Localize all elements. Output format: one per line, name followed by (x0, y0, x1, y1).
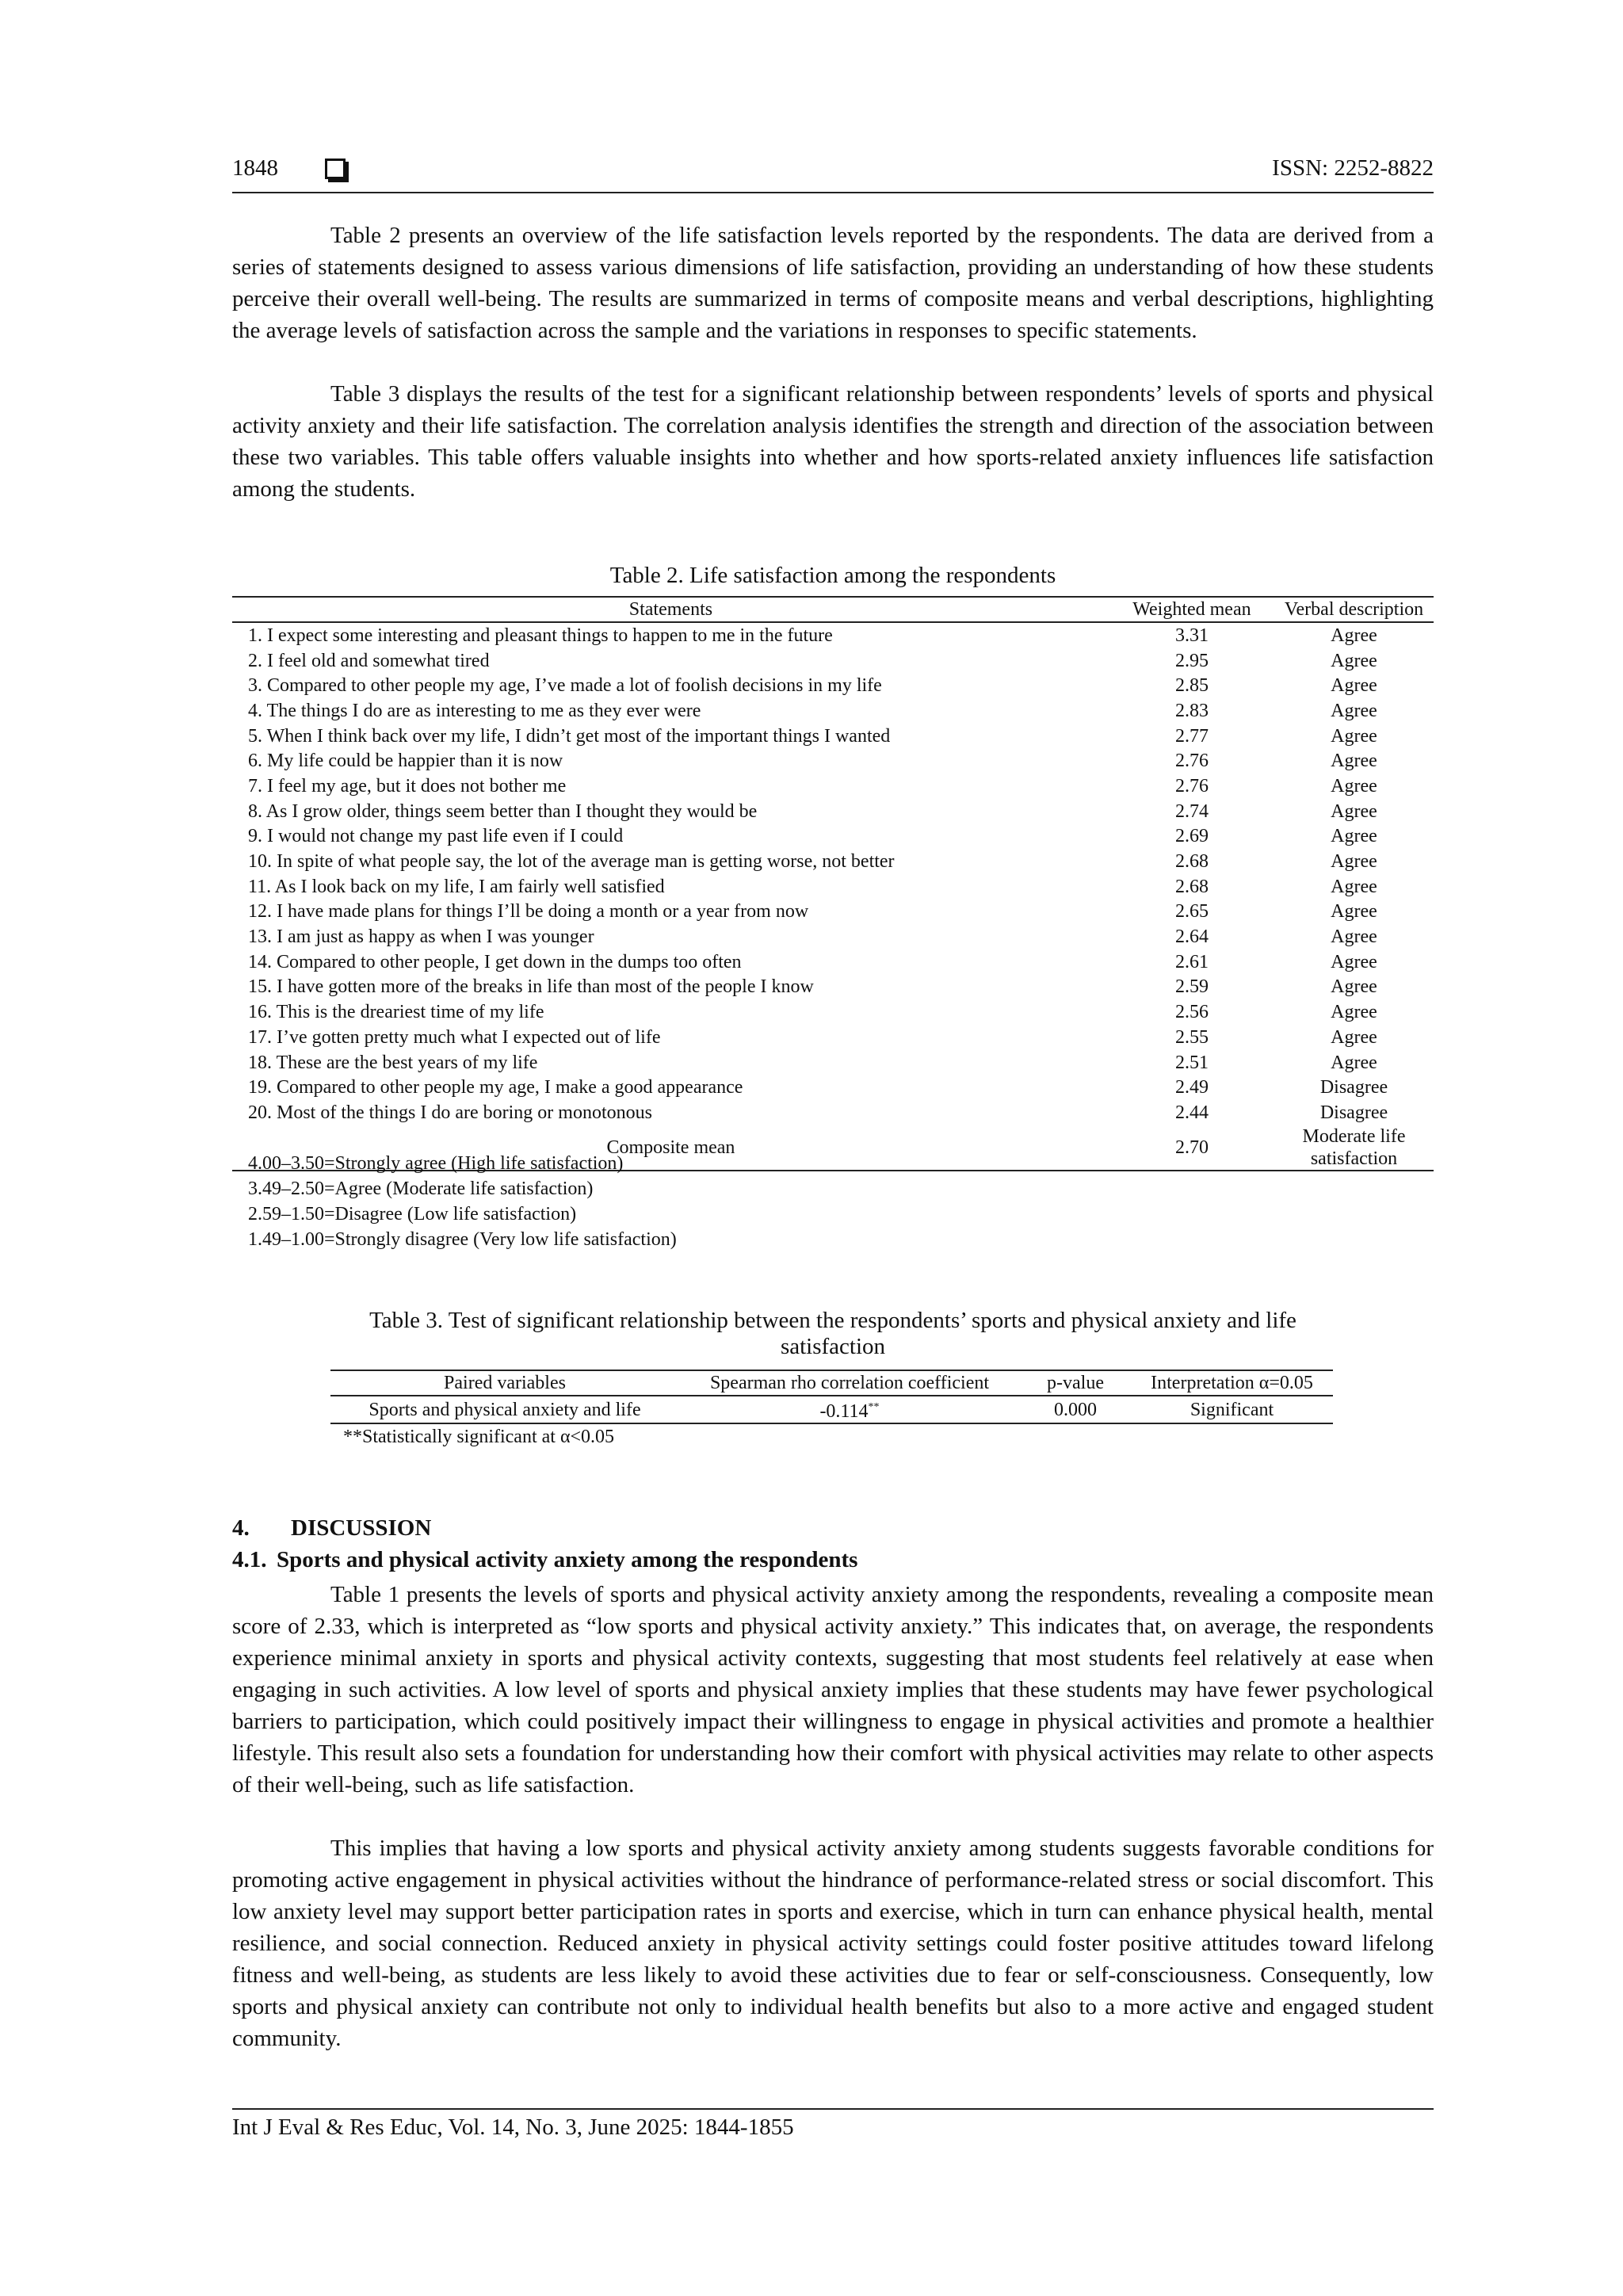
table3-caption-line2: satisfaction (780, 1334, 886, 1359)
verbal-description-cell: Agree (1331, 826, 1377, 847)
subsection-heading (232, 1547, 857, 1573)
section-heading-discussion (232, 1515, 431, 1541)
table2-col-weighted-mean: Weighted mean (1109, 597, 1274, 622)
legend-item: 2.59–1.50=Disagree (Low life satisfaction) (248, 1204, 577, 1224)
paragraph-discussion-2: This implies that having a low sports and physical activity anxiety among students suggests favorable conditions for promoting active engagement in physical activities without the hindrance of performance-related stress or social discomfort. This low anxiety level may support better participation rates in sports and exercise, which in turn can enhance physical health, mental resilience, and social connection. Reduced anxiety in physical activity settings could foster positive attitudes toward lifelong fitness and well-being, as students are less likely to avoid these activities due to fear or self-consciousness. Consequently, low sports and physical anxiety can contribute not only to individual health benefits but also to a more active and engaged student community. (232, 1836, 1434, 2051)
weighted-mean-cell: 2.76 (1174, 751, 1209, 772)
table-row (232, 673, 1434, 698)
verbal-description-cell: Agree (1331, 800, 1377, 822)
verbal-description-cell: Agree (1331, 675, 1377, 697)
legend-item: 1.49–1.00=Strongly disagree (Very low life satisfaction) (248, 1229, 677, 1250)
table2-col-statements: Statements (232, 597, 1109, 622)
statement-cell: 6. My life could be happier than it is now (248, 751, 563, 772)
p-value-cell: 0.000 (1020, 1396, 1131, 1423)
table-row (232, 698, 1434, 724)
journal-citation: Int J Eval & Res Educ, Vol. 14, No. 3, June 2025: 1844-1855 (232, 2115, 794, 2140)
table-row (232, 774, 1434, 799)
composite-description-cell: Moderate life satisfaction (1274, 1125, 1434, 1171)
weighted-mean-cell: 2.56 (1174, 1002, 1209, 1023)
table3-correlation (330, 1370, 1333, 1424)
verbal-description-cell: Agree (1331, 775, 1377, 797)
spearman-rho-cell (679, 1396, 1020, 1423)
table-row (232, 975, 1434, 1000)
table-row (232, 1025, 1434, 1050)
table-row (232, 999, 1434, 1025)
verbal-description-cell: Agree (1331, 976, 1377, 998)
paired-variables-cell: Sports and physical anxiety and life (330, 1396, 679, 1423)
weighted-mean-cell: 2.95 (1174, 650, 1209, 671)
verbal-description-cell: Agree (1331, 876, 1377, 897)
subsection-number: 4.1. (232, 1547, 267, 1572)
interpretation-cell: Significant (1131, 1396, 1333, 1423)
page-footer (232, 2108, 1434, 2141)
statement-cell: 19. Compared to other people my age, I make a good appearance (248, 1077, 743, 1098)
weighted-mean-cell: 2.69 (1174, 826, 1209, 847)
statement-cell: 15. I have gotten more of the breaks in life than most of the people I know (248, 976, 814, 998)
statement-cell: 18. These are the best years of my life (248, 1052, 538, 1073)
verbal-description-cell: Disagree (1319, 1102, 1388, 1123)
statement-cell: 2. I feel old and somewhat tired (248, 650, 490, 671)
table3-caption-line1: Table 3. Test of significant relationship between the respondents’ sports and physical anxiety and life (369, 1308, 1296, 1333)
statement-cell: 13. I am just as happy as when I was younger (248, 926, 594, 948)
weighted-mean-cell: 2.49 (1174, 1077, 1209, 1098)
composite-mean-cell: 2.70 (1109, 1125, 1274, 1171)
weighted-mean-cell: 3.31 (1174, 625, 1209, 646)
weighted-mean-cell: 2.68 (1174, 876, 1209, 897)
table-row (232, 874, 1434, 900)
statement-cell: 16. This is the dreariest time of my life (248, 1002, 544, 1023)
verbal-description-cell: Agree (1331, 650, 1377, 671)
statement-cell: 7. I feel my age, but it does not bother me (248, 775, 567, 797)
subsection-title: Sports and physical activity anxiety among the respondents (277, 1547, 858, 1572)
table3-col-p-value: p-value (1020, 1370, 1131, 1396)
verbal-description-cell: Agree (1331, 1052, 1377, 1073)
weighted-mean-cell: 2.65 (1174, 901, 1209, 923)
weighted-mean-cell: 2.83 (1174, 700, 1209, 721)
verbal-description-cell: Agree (1331, 926, 1377, 948)
table-row (232, 622, 1434, 648)
statement-cell: 14. Compared to other people, I get down in the dumps too often (248, 951, 742, 972)
table3-col-spearman-rho: Spearman rho correlation coefficient (679, 1370, 1020, 1396)
statement-cell: 8. As I grow older, things seem better than I thought they would be (248, 800, 758, 822)
weighted-mean-cell: 2.61 (1174, 951, 1209, 972)
table-row (232, 1075, 1434, 1100)
composite-label-cell: Composite mean (232, 1125, 1109, 1171)
rho-value: -0.114 (819, 1401, 869, 1422)
table-row (232, 1050, 1434, 1075)
weighted-mean-cell: 2.59 (1174, 976, 1209, 998)
table2-legend (248, 1151, 677, 1252)
table3-caption (232, 1308, 1434, 1360)
statement-cell: 3. Compared to other people my age, I’ve made a lot of foolish decisions in my life (248, 675, 882, 697)
page-header (232, 155, 1434, 193)
weighted-mean-cell: 2.74 (1174, 800, 1209, 822)
table3-header-row (330, 1370, 1333, 1396)
table-row (232, 900, 1434, 925)
significance-marker: ** (868, 1401, 880, 1413)
statement-cell: 11. As I look back on my life, I am fairly well satisfied (248, 876, 665, 897)
paragraph-table3-intro: Table 3 displays the results of the test for a significant relationship between respondents’ levels of sports and physical activity anxiety and their life satisfaction. The correlation analysis identifies the strength and direction of the association between these two variables. This table offers valuable insights into whether and how sports-related anxiety influences life satisfaction among the students. (232, 381, 1434, 502)
weighted-mean-cell: 2.44 (1174, 1102, 1209, 1123)
legend-item: 3.49–2.50=Agree (Moderate life satisfaction) (248, 1179, 594, 1199)
weighted-mean-cell: 2.68 (1174, 851, 1209, 873)
verbal-description-cell: Agree (1331, 751, 1377, 772)
statement-cell: 5. When I think back over my life, I didn’t get most of the important things I wanted (248, 725, 891, 747)
table-row (232, 849, 1434, 874)
page-number: 1848 (232, 155, 278, 181)
paragraph-table2-intro: Table 2 presents an overview of the life satisfaction levels reported by the respondents. The data are derived from a series of statements designed to assess various dimensions of life satisfaction, providing an understanding of how these students perceive their overall well-being. The results are summarized in terms of composite means and verbal descriptions, highlighting the average levels of satisfaction across the sample and the variations in responses to specific statements. (232, 223, 1434, 343)
statement-cell: 10. In spite of what people say, the lot of the average man is getting worse, not better (248, 851, 895, 873)
legend-item: 4.00–3.50=Strongly agree (High life satisfaction) (248, 1153, 624, 1174)
table3-col-paired-variables: Paired variables (330, 1370, 679, 1396)
table-row (232, 724, 1434, 749)
table2-caption: Table 2. Life satisfaction among the respondents (609, 563, 1056, 588)
table2-header-row (232, 597, 1434, 622)
table2-col-verbal-description: Verbal description (1274, 597, 1434, 622)
weighted-mean-cell: 2.77 (1174, 725, 1209, 747)
section-title: DISCUSSION (291, 1515, 432, 1541)
table-row (232, 949, 1434, 975)
verbal-description-cell: Agree (1331, 1002, 1377, 1023)
table-row (232, 648, 1434, 674)
table-row (232, 1100, 1434, 1125)
paragraph-discussion-1: Table 1 presents the levels of sports and physical activity anxiety among the respondents, revealing a composite mean score of 2.33, which is interpreted as “low sports and physical activity anxiety.” This indicates that, on average, the respondents experience minimal anxiety in sports and physical activity contexts, suggesting that most students feel relatively at ease when engaging in such activities. A low level of sports and physical anxiety implies that these students may have fewer psychological barriers to participation, which could positively impact their willingness to engage in physical activities and promote a healthier lifestyle. This result also sets a foundation for understanding how their comfort with physical activities may relate to other aspects of their well-being, such as life satisfaction. (232, 1582, 1434, 1797)
table-row (232, 824, 1434, 850)
weighted-mean-cell: 2.55 (1174, 1026, 1209, 1048)
statement-cell: 17. I’ve gotten pretty much what I expected out of life (248, 1026, 661, 1048)
verbal-description-cell: Agree (1331, 625, 1377, 646)
weighted-mean-cell: 2.76 (1174, 775, 1209, 797)
verbal-description-cell: Disagree (1319, 1077, 1388, 1098)
issn-label: ISSN: 2252-8822 (1272, 155, 1434, 181)
verbal-description-cell: Agree (1331, 1026, 1377, 1048)
square-bullet-icon (325, 159, 346, 179)
table-row (232, 799, 1434, 824)
table-row (330, 1396, 1333, 1423)
table3-note: **Statistically significant at α<0.05 (343, 1427, 615, 1447)
table-row (232, 748, 1434, 774)
statement-cell: 20. Most of the things I do are boring or monotonous (248, 1102, 652, 1123)
verbal-description-cell: Agree (1331, 700, 1377, 721)
table-row (232, 924, 1434, 949)
weighted-mean-cell: 2.64 (1174, 926, 1209, 948)
statement-cell: 4. The things I do are as interesting to me as they ever were (248, 700, 701, 721)
verbal-description-cell: Agree (1331, 851, 1377, 873)
verbal-description-cell: Agree (1331, 951, 1377, 972)
verbal-description-cell: Agree (1331, 901, 1377, 923)
table2-life-satisfaction (232, 596, 1434, 1171)
statement-cell: 9. I would not change my past life even if I could (248, 826, 624, 847)
verbal-description-cell: Agree (1331, 725, 1377, 747)
weighted-mean-cell: 2.85 (1174, 675, 1209, 697)
statement-cell: 1. I expect some interesting and pleasant things to happen to me in the future (248, 625, 833, 646)
statement-cell: 12. I have made plans for things I’ll be doing a month or a year from now (248, 901, 809, 923)
weighted-mean-cell: 2.51 (1174, 1052, 1209, 1073)
table3-col-interpretation: Interpretation α=0.05 (1131, 1370, 1333, 1396)
section-number: 4. (232, 1515, 250, 1541)
